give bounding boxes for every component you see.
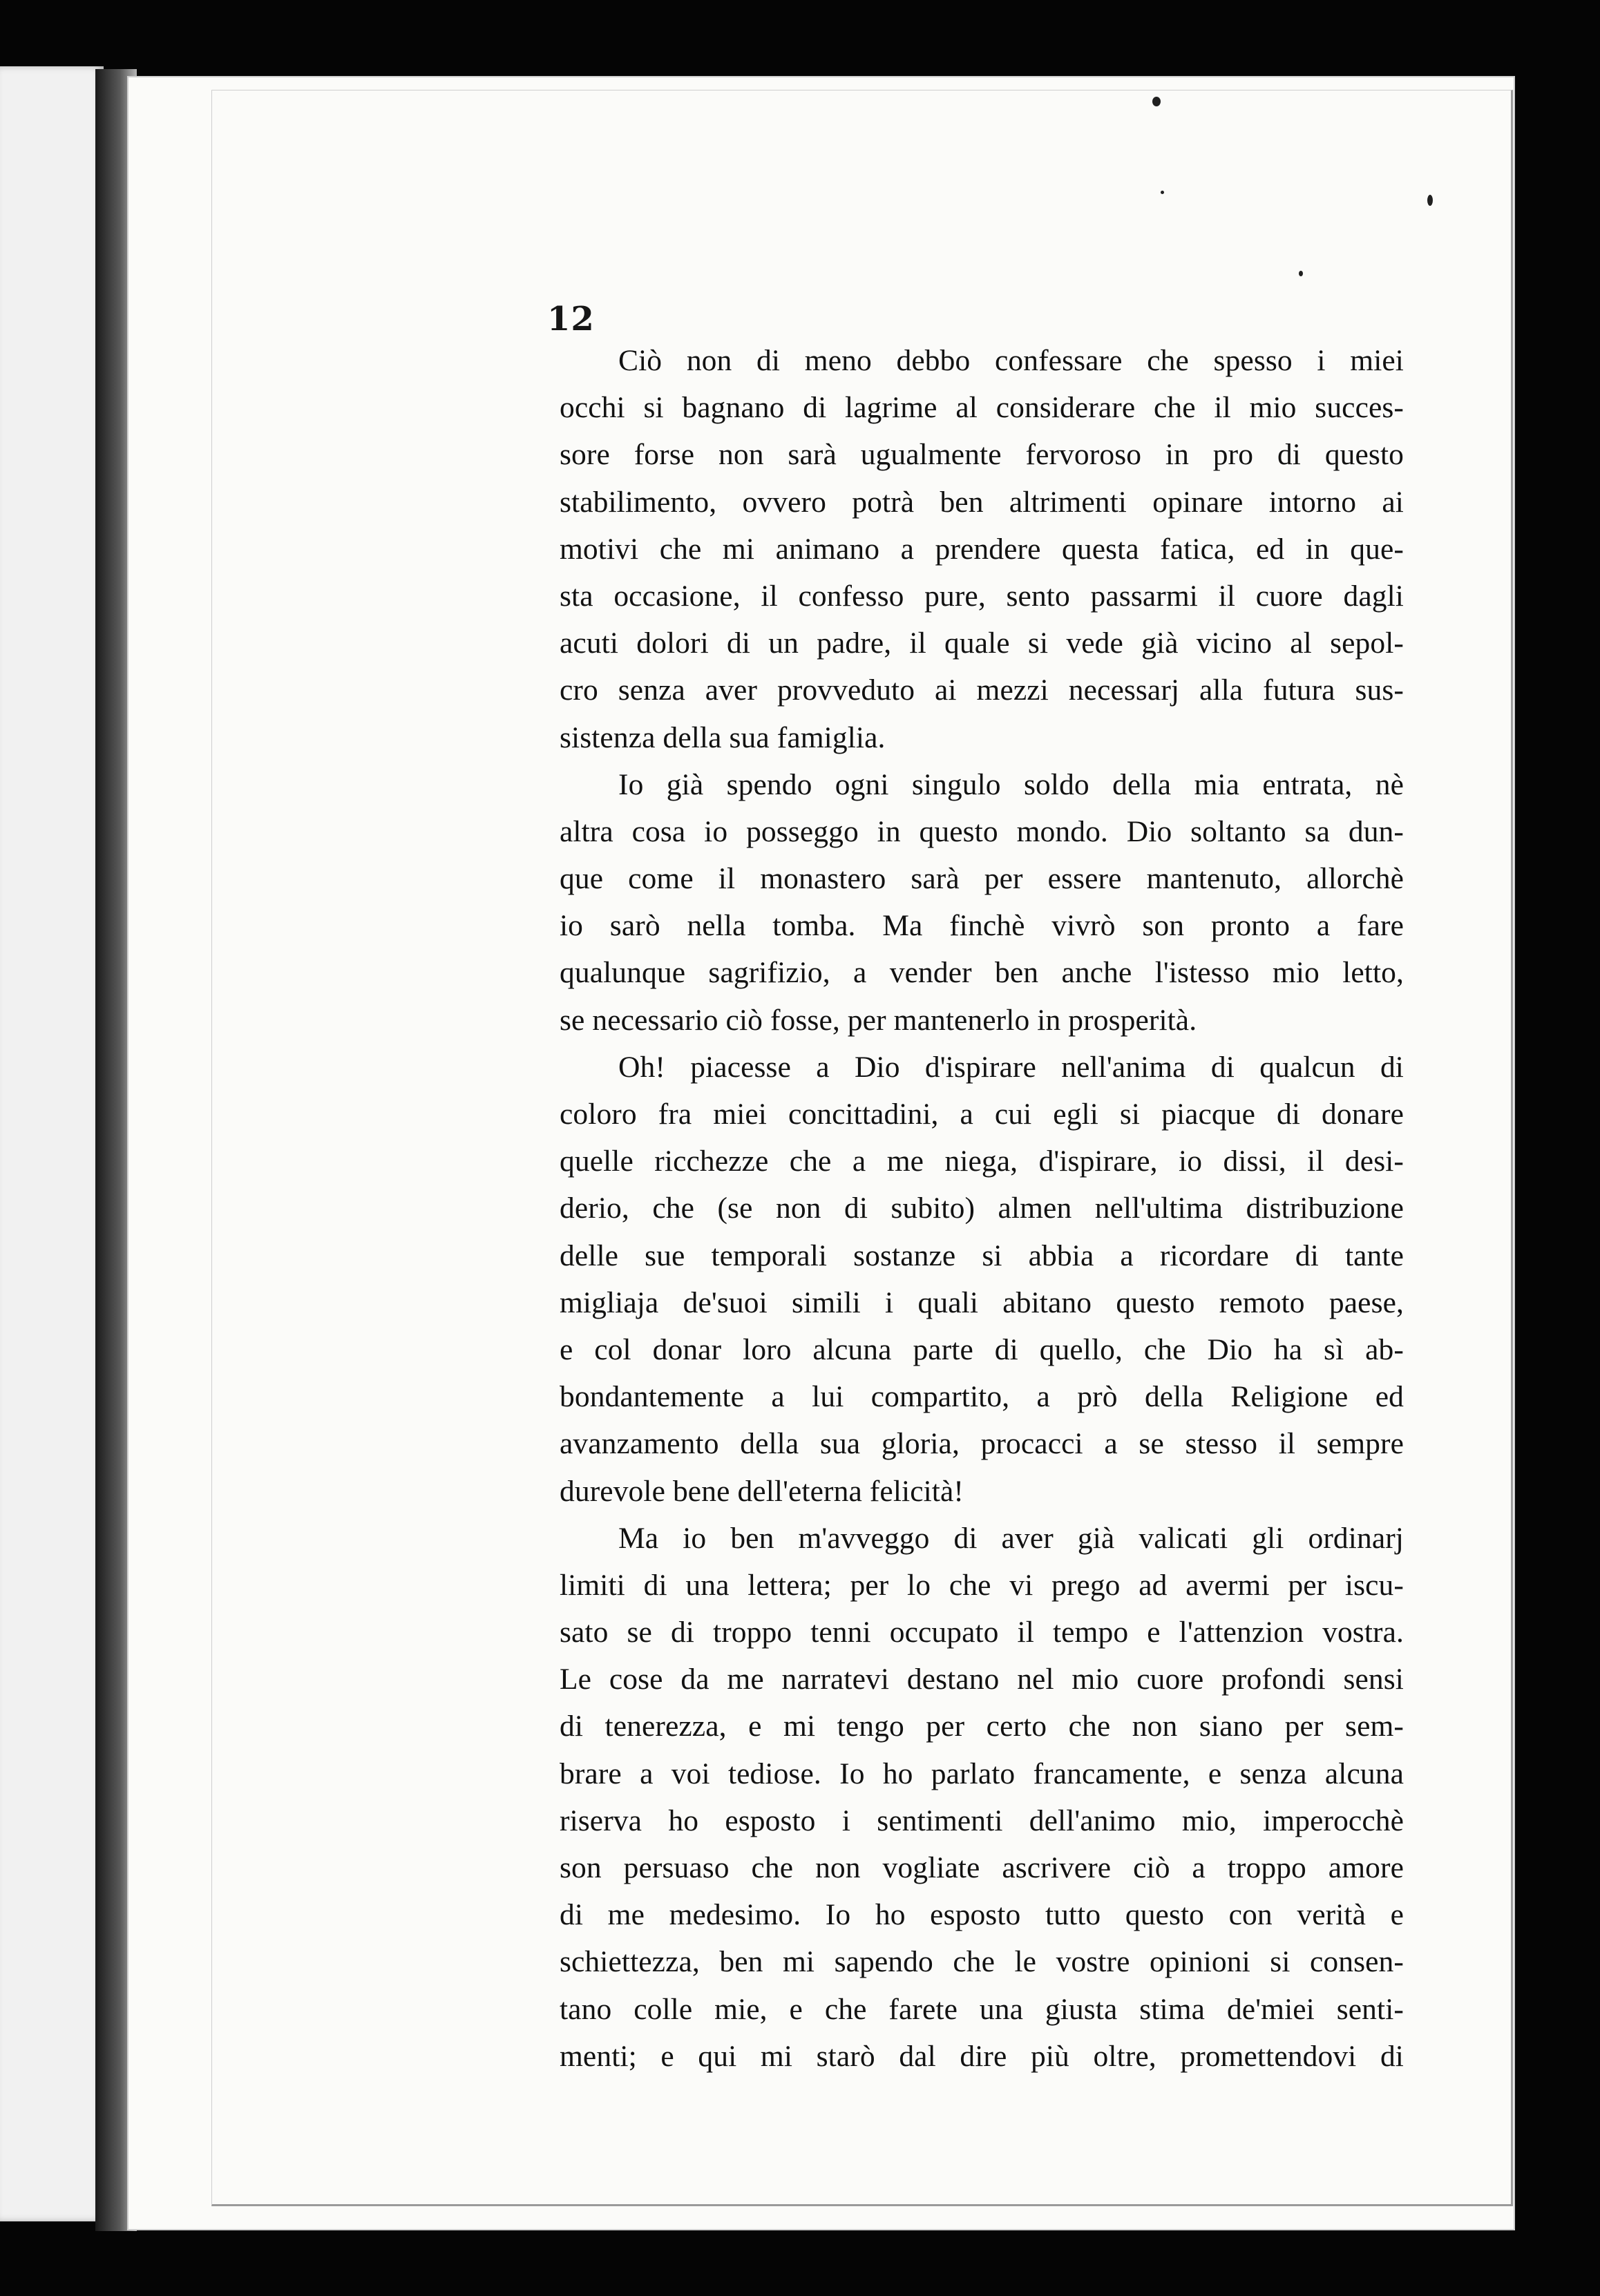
text-line: brare a voi tediose. Io ho parlato francamente, e senza alcuna bbox=[560, 1757, 1404, 1790]
text-line: io sarò nella tomba. Ma finchè vivrò son pronto a fare bbox=[560, 909, 1404, 943]
text-line: e col donar loro alcuna parte di quello, che Dio ha sì ab- bbox=[560, 1332, 1404, 1366]
text-line: avanzamento della sua gloria, procacci a se stesso il sempre bbox=[560, 1427, 1404, 1461]
text-line: delle sue temporali sostanze si abbia a ricordare di tante bbox=[560, 1238, 1404, 1272]
text-line: schiettezza, ben mi sapendo che le vostre opinioni si consen- bbox=[560, 1945, 1404, 1979]
text-line: migliaja de'suoi simili i quali abitano questo remoto paese, bbox=[560, 1285, 1404, 1319]
text-line: tano colle mie, e che farete una giusta stima de'miei senti- bbox=[560, 1992, 1404, 2026]
text-line: Le cose da me narratevi destano nel mio cuore profondi sensi bbox=[560, 1663, 1404, 1696]
text-line: di me medesimo. Io ho esposto tutto questo con verità e bbox=[560, 1898, 1404, 1932]
text-line: menti; e qui mi starò dal dire più oltre, promettendovi di bbox=[560, 2039, 1404, 2073]
text-line: sato se di troppo tenni occupato il tempo e l'attenzion vostra. bbox=[560, 1616, 1404, 1649]
text-line: Oh! piacesse a Dio d'ispirare nell'anima di qualcun di bbox=[618, 1050, 1404, 1084]
text-line: Ma io ben m'avveggo di aver già valicati gli ordinarj bbox=[618, 1521, 1404, 1555]
text-line: limiti di una lettera; per lo che vi prego ad avermi per iscu- bbox=[560, 1568, 1404, 1602]
text-line: derio, che (se non di subito) almen nell'ultima distribuzione bbox=[560, 1192, 1404, 1225]
text-line: occhi si bagnano di lagrime al considerare che il mio succes- bbox=[560, 391, 1404, 425]
left-page-edge bbox=[0, 66, 104, 2221]
text-line: sore forse non sarà ugualmente fervoroso in pro di questo bbox=[560, 438, 1404, 472]
text-line: stabilimento, ovvero potrà ben altrimenti opinare intorno ai bbox=[560, 485, 1404, 519]
ink-speck bbox=[1161, 191, 1164, 194]
text-line: coloro fra miei concittadini, a cui egli si piacque di donare bbox=[560, 1098, 1404, 1131]
text-line: Io già spendo ogni singulo soldo della mia entrata, nè bbox=[618, 767, 1404, 801]
ink-speck bbox=[1152, 97, 1161, 106]
text-line: sta occasione, il confesso pure, sento passarmi il cuore dagli bbox=[560, 579, 1404, 613]
text-line: quelle ricchezze che a me niega, d'ispirare, io dissi, il desi- bbox=[560, 1145, 1404, 1178]
body-text bbox=[560, 337, 1404, 2080]
page-number: 12 bbox=[547, 300, 595, 338]
text-line: son persuaso che non vogliate ascrivere ciò a troppo amore bbox=[560, 1851, 1404, 1884]
text-line: motivi che mi animano a prendere questa fatica, ed in que- bbox=[560, 532, 1404, 566]
text-line: se necessario ciò fosse, per mantenerlo in prosperità. bbox=[560, 1003, 1197, 1037]
text-line: durevole bene dell'eterna felicità! bbox=[560, 1474, 964, 1508]
text-line: qualunque sagrifizio, a vender ben anche l'istesso mio letto, bbox=[560, 956, 1404, 990]
text-line: di tenerezza, e mi tengo per certo che non siano per sem- bbox=[560, 1710, 1404, 1743]
text-line: altra cosa io posseggo in questo mondo. Dio soltanto sa dun- bbox=[560, 814, 1404, 848]
text-line: acuti dolori di un padre, il quale si vede già vicino al sepol- bbox=[560, 626, 1404, 660]
text-line: que come il monastero sarà per essere mantenuto, allorchè bbox=[560, 862, 1404, 896]
ink-speck bbox=[1427, 195, 1433, 206]
text-line: riserva ho esposto i sentimenti dell'animo mio, imperocchè bbox=[560, 1804, 1404, 1837]
text-line: cro senza aver provveduto ai mezzi necessarj alla futura sus- bbox=[560, 673, 1404, 707]
text-line: sistenza della sua famiglia. bbox=[560, 720, 886, 754]
text-line: Ciò non di meno debbo confessare che spesso i miei bbox=[618, 344, 1404, 377]
ink-speck bbox=[1299, 271, 1303, 276]
text-line: bondantemente a lui compartito, a prò della Religione ed bbox=[560, 1380, 1404, 1414]
